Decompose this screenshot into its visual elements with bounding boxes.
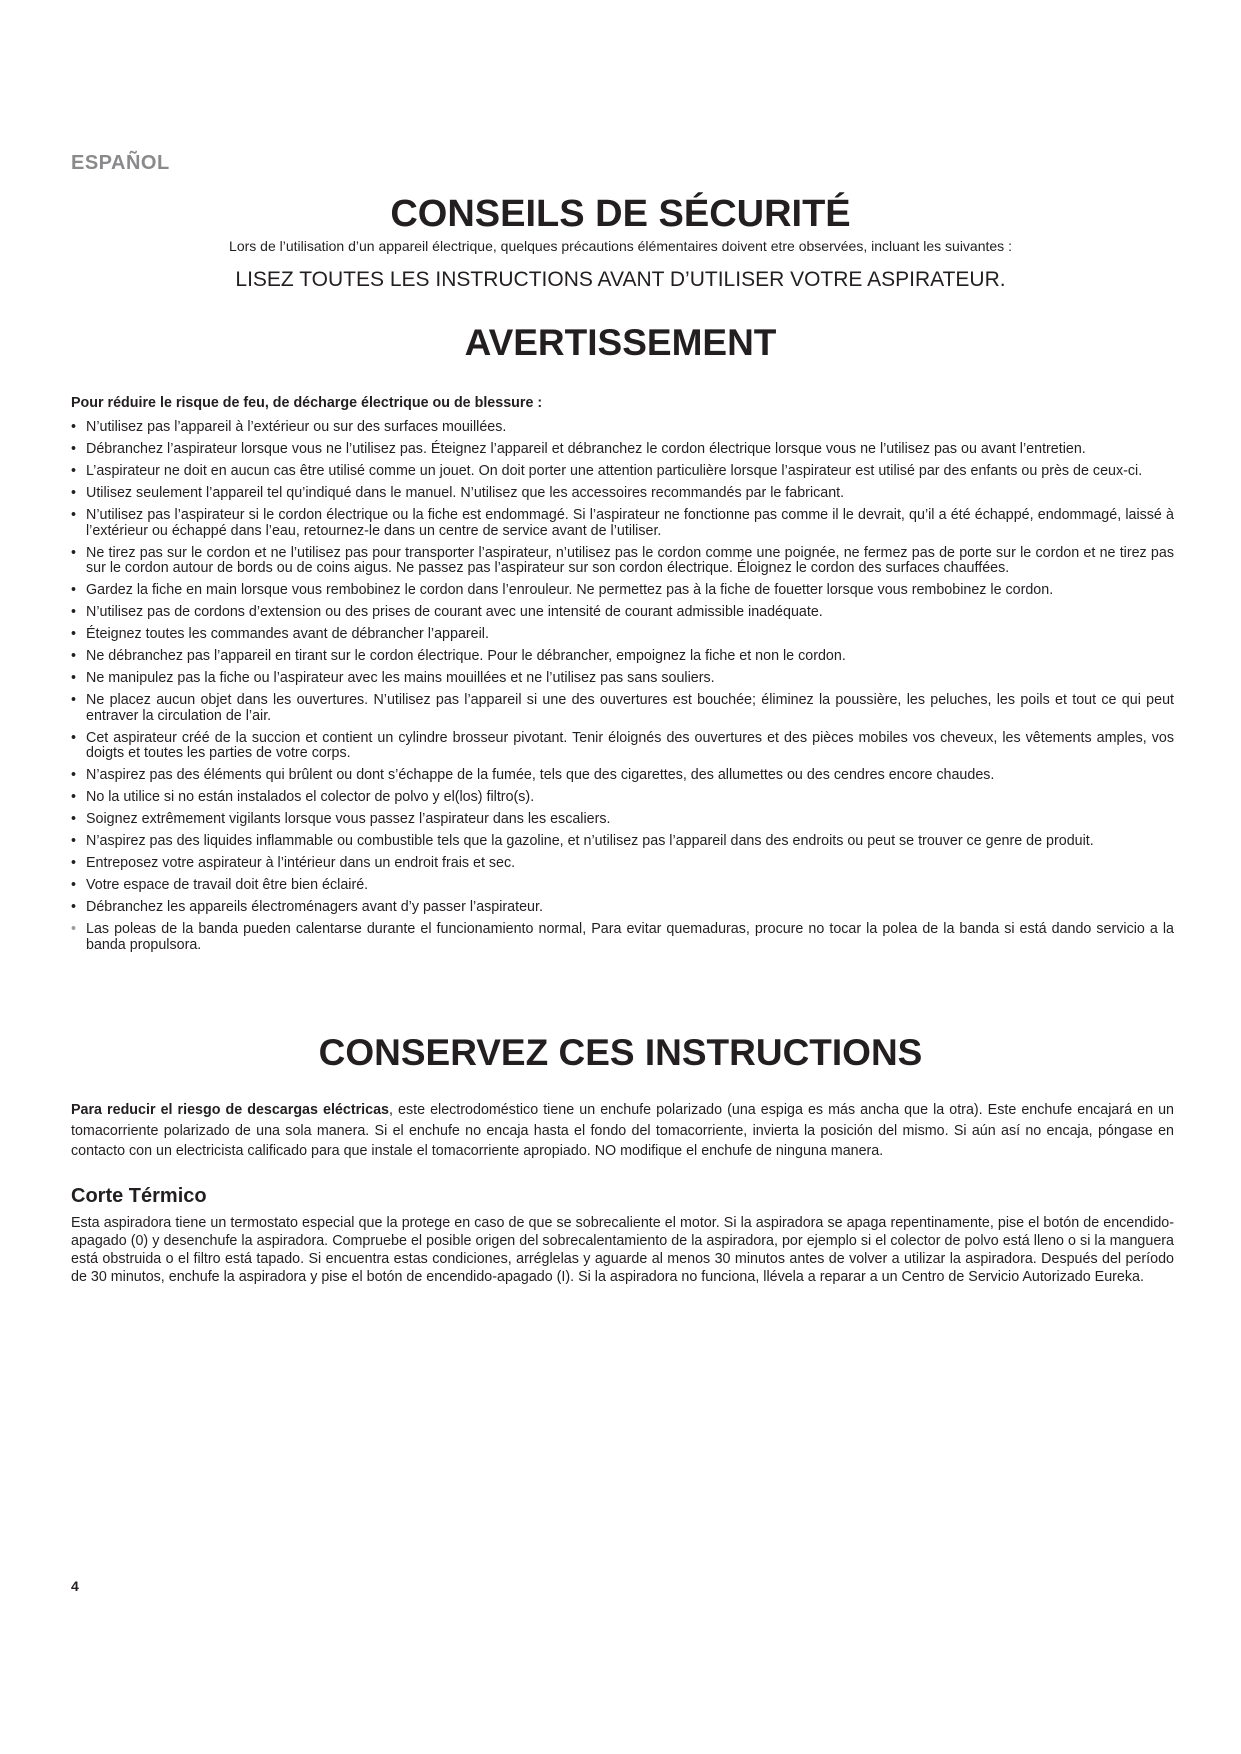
polarized-plug-paragraph: [71, 1100, 1174, 1162]
list-item: [71, 546, 1174, 577]
warning-list: [71, 420, 1174, 960]
list-item-text: Utilisez seulement l’appareil tel qu’indiqué dans le manuel. N’utilisez que les accessoires recommandés par le fabricant.: [86, 485, 845, 501]
list-item-text: Ne tirez pas sur le cordon et ne l’utilisez pas pour transporter l’aspirateur, n’utilisez pas le cordon comme une poignée, ne fermez pas de porte sur le cordon et ne tirez pas sur le cordon autour de bords ou de coins aigus. Ne passez pas l’aspirateur sur son cordon électrique. Éloignez le cordon des surfaces chauffées.: [86, 544, 1174, 576]
list-item-text: N’utilisez pas l’aspirateur si le cordon électrique ou la fiche est endommagé. Si l’aspirateur ne fonctionne pas comme il le devrait, qu’il a été échappé, endommagé, laissé à l’extérieur ou échappé dans l’eau, retournez-le dans un centre de service avant de l’utiliser.: [86, 507, 1174, 539]
bullet-icon: •: [71, 692, 77, 708]
list-item-text: N’utilisez pas l’appareil à l’extérieur ou sur des surfaces mouillées.: [86, 419, 507, 435]
list-item: [71, 627, 1174, 643]
conserve-title: CONSERVEZ CES INSTRUCTIONS: [318, 1032, 923, 1073]
bullet-icon: •: [71, 626, 77, 642]
list-item-text: Débranchez les appareils électroménagers avant d’y passer l’aspirateur.: [86, 899, 543, 915]
list-item-text: Ne placez aucun objet dans les ouvertures. N’utilisez pas l’appareil si une des ouvertures est bouchée; éliminez la poussière, les peluches, les poils et tout ce qui peut entraver la circulation de l’air.: [86, 692, 1174, 724]
bullet-icon: •: [71, 833, 77, 849]
bullet-icon: •: [71, 855, 77, 871]
bullet-icon: •: [71, 811, 77, 827]
language-label: ESPAÑOL: [71, 152, 170, 174]
list-item: [71, 812, 1174, 828]
polarized-plug-lead: Para reducir el riesgo de descargas eléctricas: [71, 1102, 389, 1118]
list-item: [71, 583, 1174, 599]
bullet-icon: •: [71, 507, 77, 523]
thermal-cutoff-title: Corte Térmico: [71, 1185, 207, 1207]
list-item: [71, 486, 1174, 502]
list-item-text: Éteignez toutes les commandes avant de débrancher l’appareil.: [86, 626, 489, 642]
list-item-text: Votre espace de travail doit être bien éclairé.: [86, 877, 369, 893]
list-item: [71, 834, 1174, 850]
bullet-icon: •: [71, 419, 77, 435]
list-item: [71, 856, 1174, 872]
list-item: [71, 790, 1174, 806]
list-item-text: Entreposez votre aspirateur à l’intérieur dans un endroit frais et sec.: [86, 855, 516, 871]
list-item: [71, 442, 1174, 458]
warning-title: AVERTISSEMENT: [464, 322, 777, 363]
bullet-icon: •: [71, 441, 77, 457]
bullet-icon: •: [71, 921, 77, 937]
bullet-icon: •: [71, 648, 77, 664]
list-item: [71, 768, 1174, 784]
polarized-plug-body: , este electrodoméstico tiene un enchufe polarizado (una espiga es más ancha que la otra). Este enchufe encajará en un tomacorriente polarizado de una sola manera. Si el enchufe no encaja hasta el fondo del tomacorriente, invierta la posición del mismo. Si aún así no encaja, póngase en contacto con un electricista calificado para que instale el tomacorriente apropiado. NO modifique el enchufe de ninguna manera.: [71, 1102, 1174, 1159]
list-item-text: No la utilice si no están instalados el colector de polvo y el(los) filtro(s).: [86, 789, 535, 805]
list-item-text: Débranchez l’aspirateur lorsque vous ne l’utilisez pas. Éteignez l’appareil et débranchez le cordon électrique lorsque vous ne l’utilisez pas ou avant l’entretien.: [86, 441, 1086, 457]
list-item-text: Gardez la fiche en main lorsque vous rembobinez le cordon dans l’enrouleur. Ne permettez pas à la fiche de fouetter lorsque vous rembobinez le cordon.: [86, 582, 1054, 598]
list-item: [71, 464, 1174, 480]
bullet-icon: •: [71, 877, 77, 893]
list-item-text: N’utilisez pas de cordons d’extension ou des prises de courant avec une intensité de courant admissible inadéquate.: [86, 604, 823, 620]
list-item: [71, 693, 1174, 724]
safety-title: CONSEILS DE SÉCURITÉ: [390, 193, 851, 235]
list-item: [71, 671, 1174, 687]
bullet-icon: •: [71, 463, 77, 479]
list-item: [71, 649, 1174, 665]
list-item: [71, 420, 1174, 436]
thermal-cutoff-paragraph: Esta aspiradora tiene un termostato especial que la protege en caso de que se sobrecaliente el motor. Si la aspiradora se apaga repentinamente, pise el botón de encendido-apagado (0) y desenchufe la aspiradora. Compruebe el posible origen del sobrecalentamiento de la aspiradora, por ejemplo si el colector de polvo está lleno o si la manguera está obstruida o el filtro está tapado. Si encuentra estas condiciones, arréglelas y aguarde al menos 30 minutos antes de volver a utilizar la aspiradora. Después del período de 30 minutos, enchufe la aspiradora y pise el botón de encendido-apagado (I). Si la aspiradora no funciona, llévela a reparar a un Centro de Servicio Autorizado Eureka.: [71, 1215, 1174, 1285]
list-item-text: Cet aspirateur créé de la succion et contient un cylindre brosseur pivotant. Tenir éloignés des ouvertures et des pièces mobiles vos cheveux, les vêtements amples, vos doigts et toutes les parties de votre corps.: [86, 729, 1174, 761]
list-item-text: Ne manipulez pas la fiche ou l’aspirateur avec les mains mouillées et ne l’utilisez pas sans souliers.: [86, 670, 715, 686]
bullet-icon: •: [71, 485, 77, 501]
bullet-icon: •: [71, 899, 77, 915]
list-item-text: Soignez extrêmement vigilants lorsque vous passez l’aspirateur dans les escaliers.: [86, 811, 611, 827]
list-item: [71, 878, 1174, 894]
page-number: 4: [71, 1578, 79, 1594]
list-item-text: Ne débranchez pas l’appareil en tirant sur le cordon électrique. Pour le débrancher, empoignez la fiche et non le cordon.: [86, 648, 846, 664]
read-all-instructions: LISEZ TOUTES LES INSTRUCTIONS AVANT D’UTILISER VOTRE ASPIRATEUR.: [235, 268, 1006, 291]
bullet-icon: •: [71, 767, 77, 783]
list-item: [71, 922, 1174, 953]
list-item: [71, 508, 1174, 539]
list-item-text: N’aspirez pas des éléments qui brûlent ou dont s’échappe de la fumée, tels que des cigarettes, des allumettes ou des cendres encore chaudes.: [86, 767, 995, 783]
bullet-icon: •: [71, 789, 77, 805]
list-item: [71, 605, 1174, 621]
warning-lead: Pour réduire le risque de feu, de décharge électrique ou de blessure :: [71, 395, 543, 411]
list-item: [71, 900, 1174, 916]
list-item-text: Las poleas de la banda pueden calentarse durante el funcionamiento normal, Para evitar quemaduras, procure no tocar la polea de la banda si está dando servicio a la banda propulsora.: [86, 921, 1174, 953]
safety-intro: Lors de l’utilisation d’un appareil électrique, quelques précautions élémentaires doivent etre observées, incluant les suivantes :: [229, 238, 1012, 254]
bullet-icon: •: [71, 604, 77, 620]
bullet-icon: •: [71, 670, 77, 686]
list-item-text: L’aspirateur ne doit en aucun cas être utilisé comme un jouet. On doit porter une attention particulière lorsque l’aspirateur est utilisé par des enfants ou près de ceux-ci.: [86, 463, 1143, 479]
bullet-icon: •: [71, 544, 77, 561]
list-item-text: N’aspirez pas des liquides inflammable ou combustible tels que la gazoline, et n’utilisez pas l’appareil dans des endroits ou peut se trouver ce genre de produit.: [86, 833, 1094, 849]
bullet-icon: •: [71, 729, 77, 746]
bullet-icon: •: [71, 582, 77, 598]
list-item: [71, 731, 1174, 762]
